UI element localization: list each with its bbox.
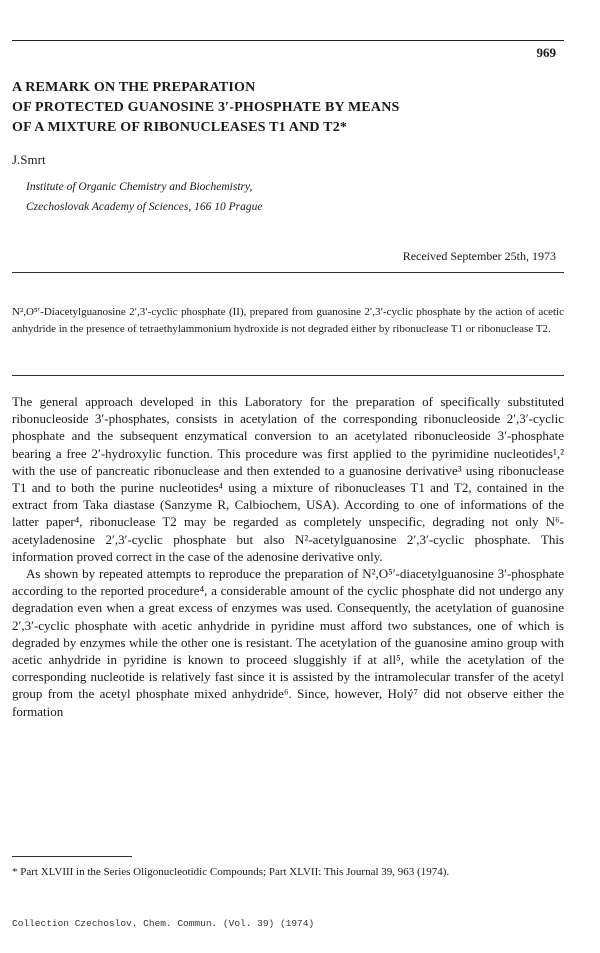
affiliation-line-2: Czechoslovak Academy of Sciences, 166 10 Prague bbox=[26, 201, 263, 213]
journal-footer: Collection Czechoslov. Chem. Commun. (Vol. 39) (1974) bbox=[12, 918, 315, 929]
affiliation-line-1: Institute of Organic Chemistry and Biochemistry, bbox=[26, 181, 253, 193]
footnote-text: Part XLVIII in the Series Oligonucleotidic Compounds; Part XLVII: This Journal 39, 963 (1974). bbox=[20, 866, 450, 878]
top-rule bbox=[12, 40, 564, 41]
title-line-3: OF A MIXTURE OF RIBONUCLEASES T1 AND T2* bbox=[12, 120, 348, 135]
article-title bbox=[12, 78, 572, 138]
page-number: 969 bbox=[536, 45, 556, 60]
title-line-2: OF PROTECTED GUANOSINE 3′-PHOSPHATE BY MEANS bbox=[12, 100, 400, 115]
footnote-marker: * bbox=[12, 866, 18, 878]
author-name: J.Smrt bbox=[12, 152, 46, 167]
footnote bbox=[12, 864, 564, 880]
body-paragraph-2: As shown by repeated attempts to reproduce the preparation of N²,O⁵′-diacetylguanosine 3′-phosphate according to the reported procedure⁴, a considerable amount of the cyclic phosphate did not undergo any degradation even when a great excess of enzymes was used. Consequently, the acetylation of guanosine 2′,3′-cyclic phosphate with acetic anhydride in pyridine must afford two substances, one of which is degraded by enzymes while the other one is resistant. The acetylation of the guanosine amino group with acetic anhydride in pyridine is known to proceed sluggishly if at all⁵, while the acetylation of the corresponding nucleotide is relatively fast since it is assisted by the intramolecular transfer of the acetyl group from the acetyl phosphate mixed anhydride⁶. Since, however, Holý⁷ did not observe either the formation bbox=[12, 566, 564, 719]
abstract-bottom-rule bbox=[12, 375, 564, 376]
body-paragraph-1: The general approach developed in this Laboratory for the preparation of specifically substituted ribonucleoside 3′-phosphates, consists in acetylation of the corresponding ribonucleoside 2′,3′-cyclic phosphate and the subsequent enzymatical conversion to an acetylated ribonucleoside 3′-phosphate bearing a free 2′-hydroxylic function. This procedure was first applied to the pyrimidine nucleotides¹,² with the use of pancreatic ribonuclease and then extended to a guanosine derivative³ using ribonuclease T1 and to both the purine nucleotides⁴ using a mixture of ribonucleases T1 and T2, contained in the extract from Taka diastase (Sanzyme R, Calbiochem, USA). According to one of informations of the latter paper⁴, ribonuclease T2 may be regarded as completely unspecific, degrading not only N⁶-acetyladenosine 2′,3′-cyclic phosphate but also N²-acetylguanosine 2′,3′-cyclic phosphate. This information proved correct in the case of the adenosine derivative only. bbox=[12, 394, 564, 564]
title-line-1: A REMARK ON THE PREPARATION bbox=[12, 80, 256, 95]
footnote-rule bbox=[12, 856, 132, 857]
article-body bbox=[12, 393, 564, 720]
abstract: N²,O⁵′-Diacetylguanosine 2′,3′-cyclic phosphate (II), prepared from guanosine 2′,3′-cyclic phosphate by the action of acetic anhydride in the presence of tetraethylammonium hydroxide is not degraded either by ribonuclease T1 or ribonuclease T2. bbox=[12, 306, 564, 335]
received-date: Received September 25th, 1973 bbox=[402, 249, 556, 263]
abstract-top-rule bbox=[12, 272, 564, 273]
author-affiliation bbox=[26, 177, 262, 217]
